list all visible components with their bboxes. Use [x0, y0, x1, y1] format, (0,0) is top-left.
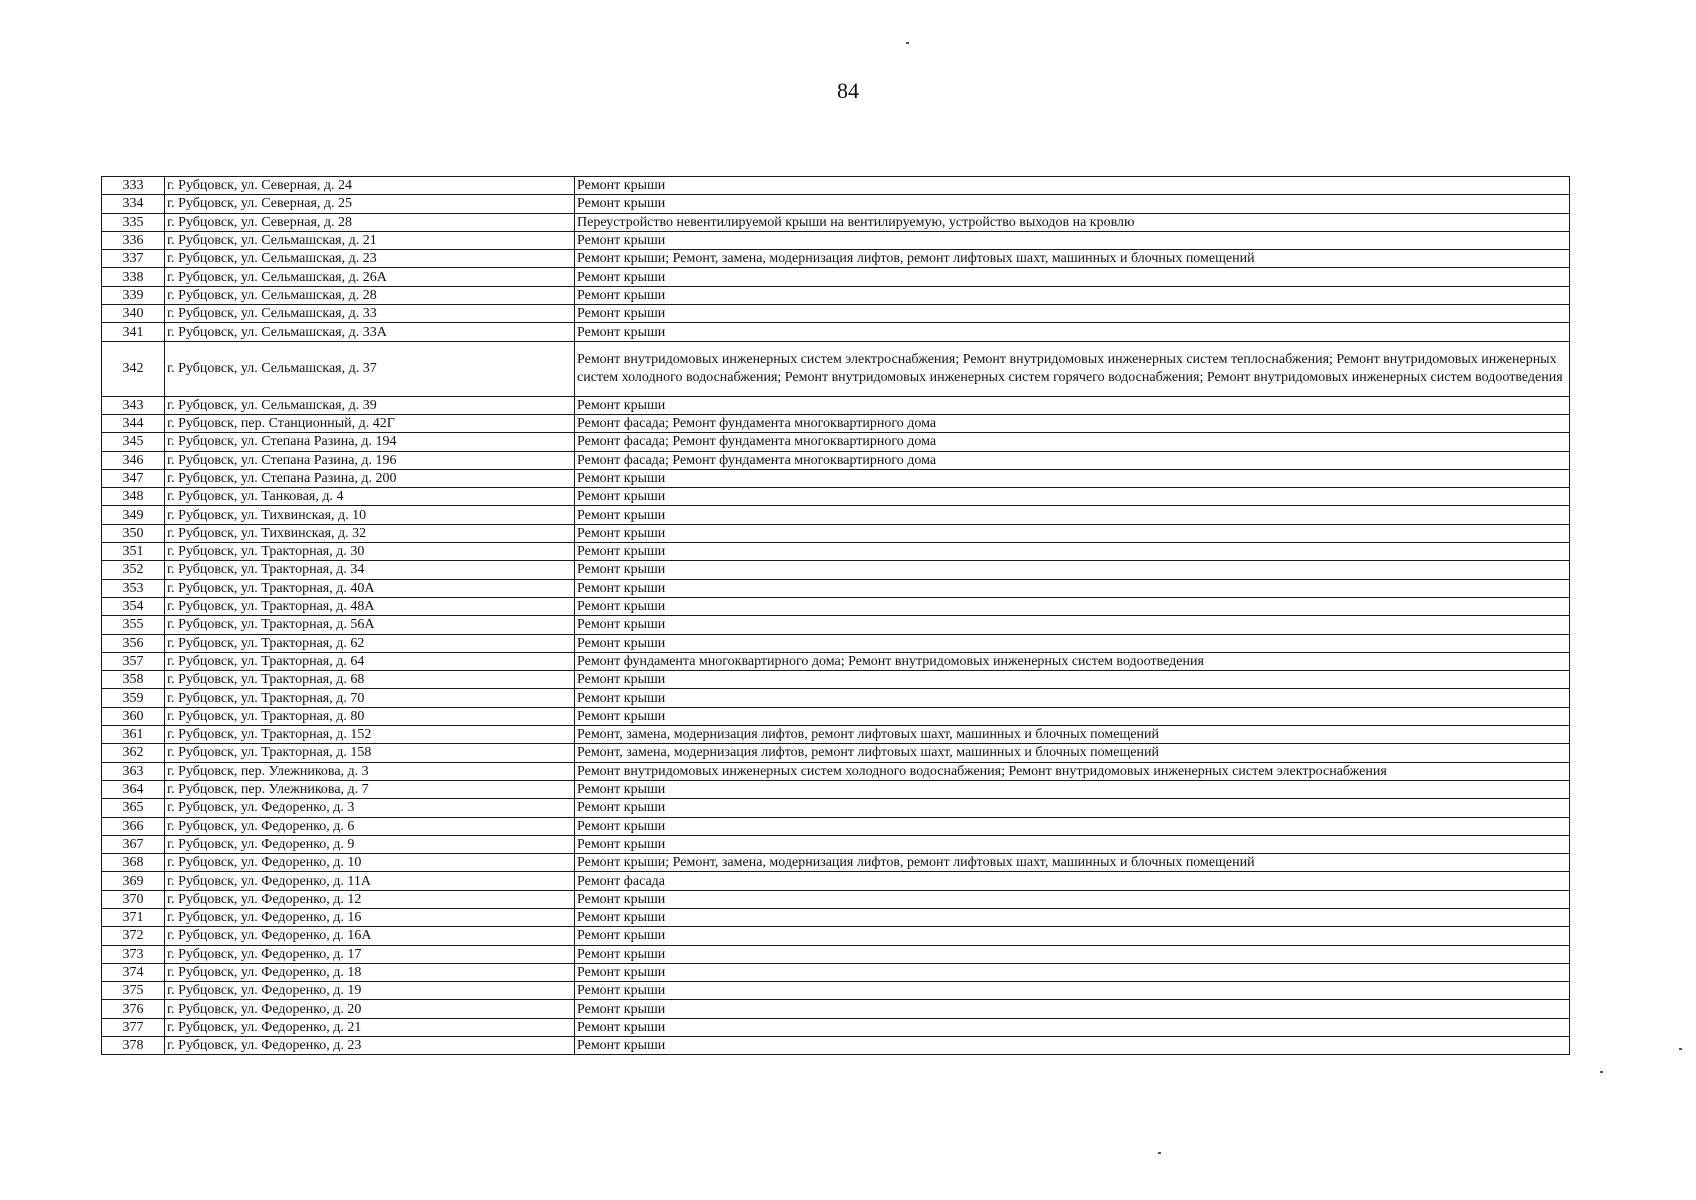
table-row	[102, 524, 1570, 542]
works-cell: Ремонт крыши	[575, 579, 1570, 597]
row-number-cell: 346	[102, 451, 165, 469]
row-number-cell: 342	[102, 341, 165, 396]
works-cell: Ремонт крыши	[575, 835, 1570, 853]
table-row	[102, 634, 1570, 652]
table-row	[102, 835, 1570, 853]
table-row	[102, 780, 1570, 798]
works-cell: Ремонт фасада; Ремонт фундамента многоквартирного дома	[575, 433, 1570, 451]
table-row	[102, 213, 1570, 231]
row-number-cell: 340	[102, 305, 165, 323]
address-cell: г. Рубцовск, ул. Тракторная, д. 158	[165, 744, 575, 762]
table-row	[102, 433, 1570, 451]
works-cell: Ремонт крыши	[575, 780, 1570, 798]
address-cell: г. Рубцовск, ул. Федоренко, д. 17	[165, 945, 575, 963]
address-cell: г. Рубцовск, ул. Тракторная, д. 68	[165, 671, 575, 689]
row-number-cell: 354	[102, 597, 165, 615]
works-cell: Ремонт, замена, модернизация лифтов, ремонт лифтовых шахт, машинных и блочных помещений	[575, 726, 1570, 744]
row-number-cell: 358	[102, 671, 165, 689]
table-row	[102, 1000, 1570, 1018]
address-cell: г. Рубцовск, ул. Сельмашская, д. 23	[165, 250, 575, 268]
works-cell: Ремонт крыши	[575, 1018, 1570, 1036]
works-cell: Ремонт крыши	[575, 616, 1570, 634]
address-cell: г. Рубцовск, ул. Сельмашская, д. 28	[165, 286, 575, 304]
row-number-cell: 362	[102, 744, 165, 762]
row-number-cell: 345	[102, 433, 165, 451]
table-row	[102, 286, 1570, 304]
address-cell: г. Рубцовск, ул. Тракторная, д. 152	[165, 726, 575, 744]
row-number-cell: 372	[102, 927, 165, 945]
address-cell: г. Рубцовск, ул. Тракторная, д. 70	[165, 689, 575, 707]
row-number-cell: 370	[102, 890, 165, 908]
works-cell: Ремонт крыши	[575, 506, 1570, 524]
row-number-cell: 369	[102, 872, 165, 890]
row-number-cell: 357	[102, 652, 165, 670]
works-cell: Ремонт крыши	[575, 799, 1570, 817]
address-cell: г. Рубцовск, пер. Станционный, д. 42Г	[165, 414, 575, 432]
table-row	[102, 396, 1570, 414]
works-cell: Ремонт крыши	[575, 689, 1570, 707]
works-cell: Ремонт крыши	[575, 524, 1570, 542]
works-cell: Ремонт крыши	[575, 323, 1570, 341]
table-row	[102, 579, 1570, 597]
works-cell: Ремонт крыши	[575, 488, 1570, 506]
works-cell: Ремонт крыши	[575, 268, 1570, 286]
table-row	[102, 597, 1570, 615]
row-number-cell: 367	[102, 835, 165, 853]
table-row	[102, 268, 1570, 286]
works-cell: Ремонт крыши	[575, 1037, 1570, 1055]
address-cell: г. Рубцовск, ул. Тракторная, д. 30	[165, 543, 575, 561]
table-row	[102, 231, 1570, 249]
address-cell: г. Рубцовск, ул. Сельмашская, д. 26А	[165, 268, 575, 286]
address-cell: г. Рубцовск, ул. Федоренко, д. 11А	[165, 872, 575, 890]
works-cell: Ремонт крыши	[575, 469, 1570, 487]
works-cell: Ремонт крыши	[575, 195, 1570, 213]
address-cell: г. Рубцовск, ул. Федоренко, д. 18	[165, 963, 575, 981]
table-row	[102, 854, 1570, 872]
works-cell: Ремонт крыши	[575, 177, 1570, 195]
address-cell: г. Рубцовск, ул. Сельмашская, д. 37	[165, 341, 575, 396]
works-cell: Ремонт крыши	[575, 561, 1570, 579]
address-cell: г. Рубцовск, ул. Тракторная, д. 80	[165, 707, 575, 725]
row-number-cell: 377	[102, 1018, 165, 1036]
row-number-cell: 334	[102, 195, 165, 213]
works-cell: Ремонт внутридомовых инженерных систем электроснабжения; Ремонт внутридомовых инженерных систем теплоснабжения; Ремонт внутридомовых инженерных систем холодного водоснабжения; Ремонт внутридомовых инженерных систем горячего водоснабжения; Ремонт внутридомовых инженерных систем водоотведения	[575, 341, 1570, 396]
works-cell: Ремонт крыши	[575, 963, 1570, 981]
table-row	[102, 762, 1570, 780]
table-row	[102, 689, 1570, 707]
row-number-cell: 350	[102, 524, 165, 542]
address-cell: г. Рубцовск, ул. Тракторная, д. 34	[165, 561, 575, 579]
works-cell: Ремонт фасада	[575, 872, 1570, 890]
table-row	[102, 1018, 1570, 1036]
row-number-cell: 347	[102, 469, 165, 487]
scan-speck	[1679, 1048, 1682, 1050]
row-number-cell: 338	[102, 268, 165, 286]
address-cell: г. Рубцовск, ул. Тракторная, д. 48А	[165, 597, 575, 615]
works-cell: Ремонт крыши	[575, 231, 1570, 249]
row-number-cell: 360	[102, 707, 165, 725]
address-cell: г. Рубцовск, ул. Танковая, д. 4	[165, 488, 575, 506]
works-cell: Ремонт крыши	[575, 286, 1570, 304]
row-number-cell: 366	[102, 817, 165, 835]
address-cell: г. Рубцовск, ул. Федоренко, д. 19	[165, 982, 575, 1000]
works-cell: Ремонт крыши	[575, 817, 1570, 835]
works-cell: Ремонт крыши	[575, 890, 1570, 908]
works-cell: Ремонт крыши	[575, 543, 1570, 561]
address-cell: г. Рубцовск, ул. Тихвинская, д. 10	[165, 506, 575, 524]
table-row	[102, 744, 1570, 762]
row-number-cell: 344	[102, 414, 165, 432]
row-number-cell: 351	[102, 543, 165, 561]
address-cell: г. Рубцовск, ул. Тихвинская, д. 32	[165, 524, 575, 542]
row-number-cell: 368	[102, 854, 165, 872]
row-number-cell: 375	[102, 982, 165, 1000]
works-cell: Ремонт крыши	[575, 305, 1570, 323]
address-cell: г. Рубцовск, ул. Тракторная, д. 40А	[165, 579, 575, 597]
address-cell: г. Рубцовск, ул. Федоренко, д. 9	[165, 835, 575, 853]
table-row	[102, 945, 1570, 963]
row-number-cell: 336	[102, 231, 165, 249]
row-number-cell: 359	[102, 689, 165, 707]
scan-speck	[1600, 1071, 1603, 1073]
works-cell: Ремонт крыши; Ремонт, замена, модернизация лифтов, ремонт лифтовых шахт, машинных и блочных помещений	[575, 854, 1570, 872]
table-row	[102, 543, 1570, 561]
address-cell: г. Рубцовск, ул. Федоренко, д. 23	[165, 1037, 575, 1055]
table-row	[102, 652, 1570, 670]
works-cell: Ремонт крыши	[575, 707, 1570, 725]
address-cell: г. Рубцовск, ул. Степана Разина, д. 200	[165, 469, 575, 487]
table-row	[102, 451, 1570, 469]
registry-table	[101, 176, 1570, 1055]
row-number-cell: 376	[102, 1000, 165, 1018]
address-cell: г. Рубцовск, ул. Тракторная, д. 64	[165, 652, 575, 670]
table-row	[102, 561, 1570, 579]
address-cell: г. Рубцовск, ул. Степана Разина, д. 196	[165, 451, 575, 469]
address-cell: г. Рубцовск, ул. Федоренко, д. 21	[165, 1018, 575, 1036]
works-cell: Ремонт фасада; Ремонт фундамента многоквартирного дома	[575, 451, 1570, 469]
table-row	[102, 488, 1570, 506]
row-number-cell: 355	[102, 616, 165, 634]
table-row	[102, 982, 1570, 1000]
table-row	[102, 908, 1570, 926]
address-cell: г. Рубцовск, пер. Улежникова, д. 3	[165, 762, 575, 780]
table-row	[102, 890, 1570, 908]
address-cell: г. Рубцовск, ул. Степана Разина, д. 194	[165, 433, 575, 451]
table-row	[102, 963, 1570, 981]
works-cell: Ремонт крыши	[575, 597, 1570, 615]
table-row	[102, 305, 1570, 323]
address-cell: г. Рубцовск, ул. Сельмашская, д. 33	[165, 305, 575, 323]
row-number-cell: 353	[102, 579, 165, 597]
table-row	[102, 177, 1570, 195]
works-cell: Ремонт фундамента многоквартирного дома; Ремонт внутридомовых инженерных систем водоотведения	[575, 652, 1570, 670]
page-number: 84	[837, 78, 859, 103]
works-cell: Ремонт крыши	[575, 908, 1570, 926]
row-number-cell: 378	[102, 1037, 165, 1055]
address-cell: г. Рубцовск, ул. Федоренко, д. 6	[165, 817, 575, 835]
row-number-cell: 335	[102, 213, 165, 231]
table-row	[102, 341, 1570, 396]
row-number-cell: 348	[102, 488, 165, 506]
row-number-cell: 374	[102, 963, 165, 981]
row-number-cell: 333	[102, 177, 165, 195]
table-row	[102, 323, 1570, 341]
table-row	[102, 817, 1570, 835]
works-cell: Переустройство невентилируемой крыши на вентилируемую, устройство выходов на кровлю	[575, 213, 1570, 231]
table-row	[102, 250, 1570, 268]
address-cell: г. Рубцовск, ул. Сельмашская, д. 21	[165, 231, 575, 249]
table-row	[102, 671, 1570, 689]
row-number-cell: 373	[102, 945, 165, 963]
row-number-cell: 352	[102, 561, 165, 579]
address-cell: г. Рубцовск, ул. Северная, д. 25	[165, 195, 575, 213]
row-number-cell: 364	[102, 780, 165, 798]
table-body	[102, 177, 1570, 1055]
row-number-cell: 361	[102, 726, 165, 744]
table-row	[102, 927, 1570, 945]
address-cell: г. Рубцовск, ул. Федоренко, д. 20	[165, 1000, 575, 1018]
works-cell: Ремонт крыши	[575, 1000, 1570, 1018]
address-cell: г. Рубцовск, ул. Федоренко, д. 12	[165, 890, 575, 908]
scan-speck	[906, 42, 909, 44]
table-row	[102, 872, 1570, 890]
row-number-cell: 343	[102, 396, 165, 414]
row-number-cell: 341	[102, 323, 165, 341]
address-cell: г. Рубцовск, ул. Сельмашская, д. 33А	[165, 323, 575, 341]
row-number-cell: 356	[102, 634, 165, 652]
address-cell: г. Рубцовск, ул. Федоренко, д. 3	[165, 799, 575, 817]
address-cell: г. Рубцовск, ул. Северная, д. 28	[165, 213, 575, 231]
table-row	[102, 799, 1570, 817]
address-cell: г. Рубцовск, ул. Сельмашская, д. 39	[165, 396, 575, 414]
address-cell: г. Рубцовск, ул. Северная, д. 24	[165, 177, 575, 195]
works-cell: Ремонт фасада; Ремонт фундамента многоквартирного дома	[575, 414, 1570, 432]
table-row	[102, 414, 1570, 432]
address-cell: г. Рубцовск, ул. Тракторная, д. 56А	[165, 616, 575, 634]
works-cell: Ремонт крыши	[575, 634, 1570, 652]
works-cell: Ремонт крыши	[575, 945, 1570, 963]
works-cell: Ремонт, замена, модернизация лифтов, ремонт лифтовых шахт, машинных и блочных помещений	[575, 744, 1570, 762]
row-number-cell: 337	[102, 250, 165, 268]
table-row	[102, 195, 1570, 213]
works-cell: Ремонт крыши	[575, 671, 1570, 689]
works-cell: Ремонт крыши	[575, 927, 1570, 945]
address-cell: г. Рубцовск, ул. Федоренко, д. 16А	[165, 927, 575, 945]
address-cell: г. Рубцовск, ул. Федоренко, д. 10	[165, 854, 575, 872]
address-cell: г. Рубцовск, пер. Улежникова, д. 7	[165, 780, 575, 798]
table-row	[102, 506, 1570, 524]
table-row	[102, 726, 1570, 744]
works-cell: Ремонт крыши; Ремонт, замена, модернизация лифтов, ремонт лифтовых шахт, машинных и блочных помещений	[575, 250, 1570, 268]
row-number-cell: 365	[102, 799, 165, 817]
works-cell: Ремонт крыши	[575, 982, 1570, 1000]
works-cell: Ремонт внутридомовых инженерных систем холодного водоснабжения; Ремонт внутридомовых инженерных систем электроснабжения	[575, 762, 1570, 780]
table-row	[102, 469, 1570, 487]
works-cell: Ремонт крыши	[575, 396, 1570, 414]
address-cell: г. Рубцовск, ул. Тракторная, д. 62	[165, 634, 575, 652]
row-number-cell: 349	[102, 506, 165, 524]
row-number-cell: 339	[102, 286, 165, 304]
address-cell: г. Рубцовск, ул. Федоренко, д. 16	[165, 908, 575, 926]
table-row	[102, 707, 1570, 725]
table-row	[102, 1037, 1570, 1055]
row-number-cell: 363	[102, 762, 165, 780]
row-number-cell: 371	[102, 908, 165, 926]
table-row	[102, 616, 1570, 634]
scan-speck	[1158, 1152, 1161, 1154]
